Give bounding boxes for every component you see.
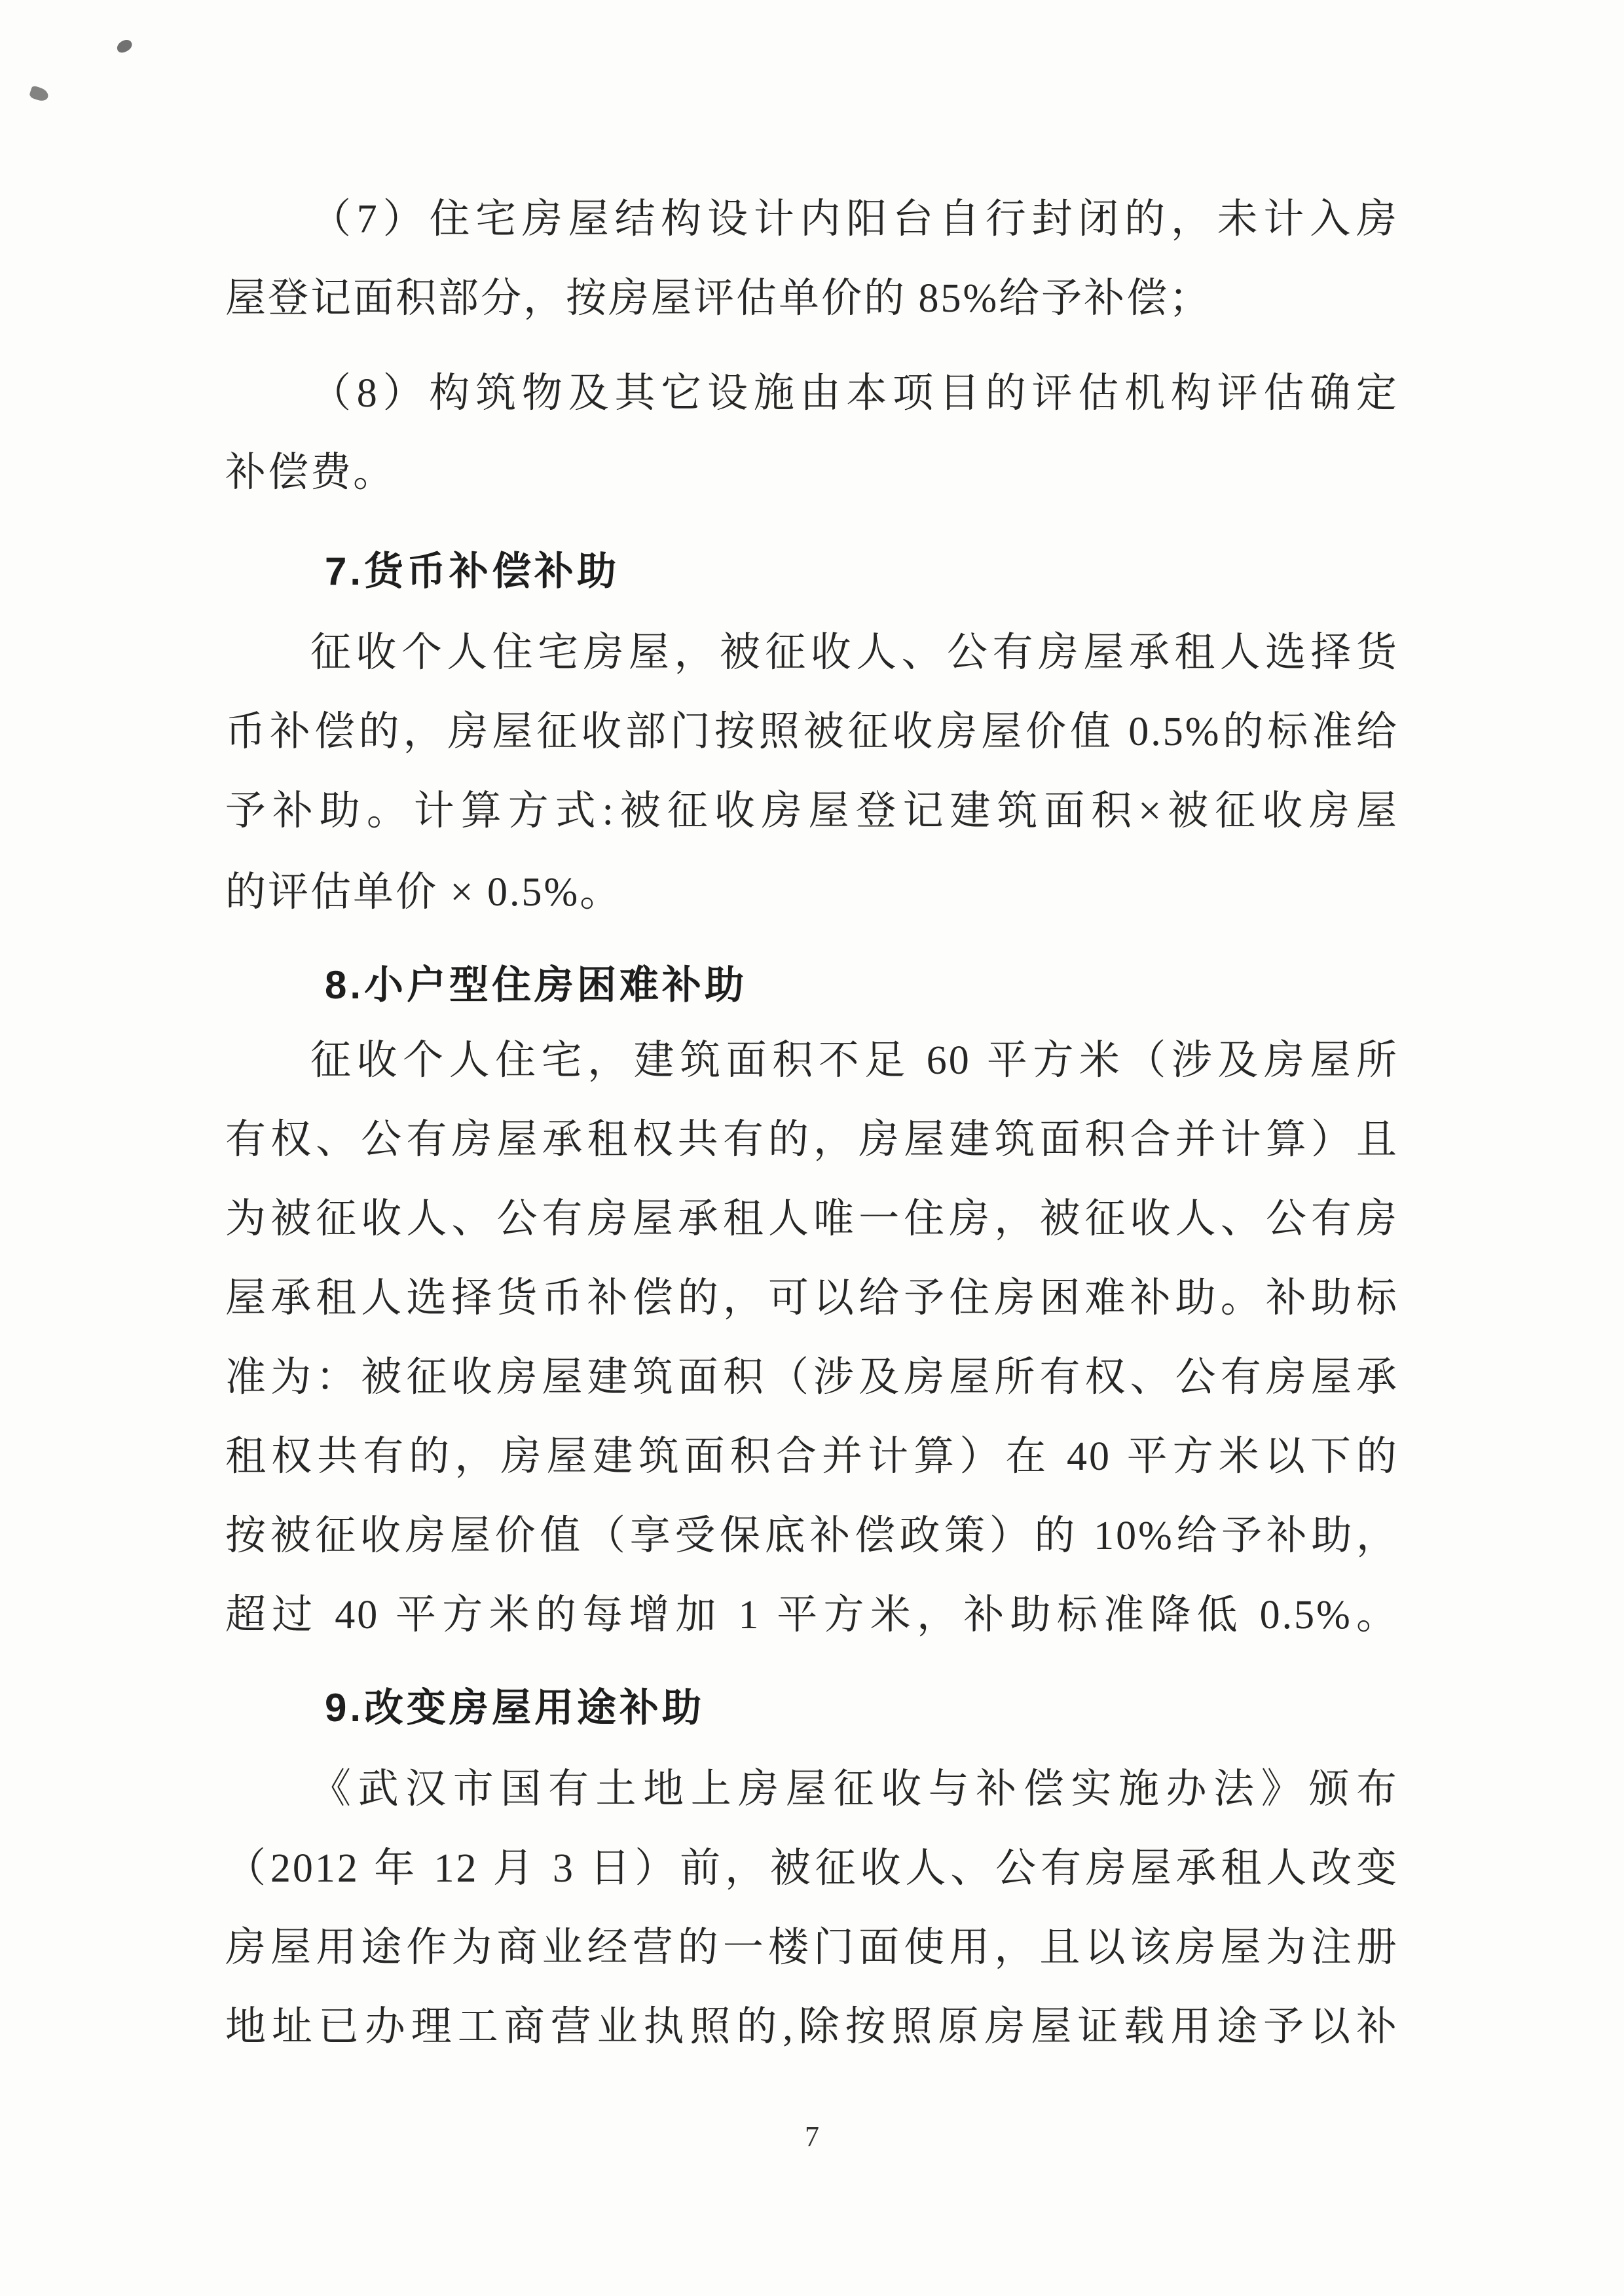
- text-line: 为被征收人、公有房屋承租人唯一住房，被征收人、公有房: [225, 1197, 1399, 1241]
- section-heading-7: 7.货币补偿补助: [325, 549, 620, 593]
- ink-speck: [115, 38, 134, 55]
- ink-speck: [29, 85, 50, 103]
- text-line: 按被征收房屋价值（享受保底补偿政策）的 10%给予补助，: [225, 1514, 1399, 1558]
- text-line: 的评估单价 × 0.5%。: [225, 870, 623, 915]
- text-line: 房屋用途作为商业经营的一楼门面使用，且以该房屋为注册: [225, 1925, 1399, 1970]
- text-line: 有权、公有房屋承租权共有的，房屋建筑面积合并计算）且: [225, 1118, 1399, 1162]
- text-line: （7）住宅房屋结构设计内阳台自行封闭的，未计入房: [310, 197, 1399, 242]
- text-line: 租权共有的，房屋建筑面积合并计算）在 40 平方米以下的: [225, 1434, 1399, 1479]
- page-number: 7: [805, 2121, 819, 2153]
- text-line: 予补助。计算方式:被征收房屋登记建筑面积×被征收房屋: [225, 789, 1399, 833]
- text-line: 地址已办理工商营业执照的,除按照原房屋证载用途予以补: [225, 2005, 1399, 2049]
- text-line: 币补偿的，房屋征收部门按照被征收房屋价值 0.5%的标准给: [225, 710, 1399, 754]
- section-heading-9: 9.改变房屋用途补助: [325, 1686, 705, 1730]
- text-line: 屋承租人选择货币补偿的，可以给予住房困难补助。补助标: [225, 1276, 1399, 1321]
- text-line: 超过 40 平方米的每增加 1 平方米，补助标准降低 0.5%。: [225, 1593, 1399, 1637]
- text-line: （8）构筑物及其它设施由本项目的评估机构评估确定: [310, 371, 1399, 416]
- text-line: 征收个人住宅，建筑面积不足 60 平方米（涉及房屋所: [310, 1038, 1399, 1083]
- text-line: 征收个人住宅房屋，被征收人、公有房屋承租人选择货: [310, 630, 1399, 675]
- text-line: （2012 年 12 月 3 日）前，被征收人、公有房屋承租人改变: [225, 1846, 1399, 1891]
- text-line: 《武汉市国有土地上房屋征收与补偿实施办法》颁布: [310, 1767, 1399, 1812]
- text-line: 补偿费。: [225, 450, 396, 495]
- text-line: 准为：被征收房屋建筑面积（涉及房屋所有权、公有房屋承: [225, 1355, 1399, 1400]
- text-line: 屋登记面积部分，按房屋评估单价的 85%给予补偿；: [225, 276, 1212, 321]
- section-heading-8: 8.小户型住房困难补助: [325, 963, 748, 1007]
